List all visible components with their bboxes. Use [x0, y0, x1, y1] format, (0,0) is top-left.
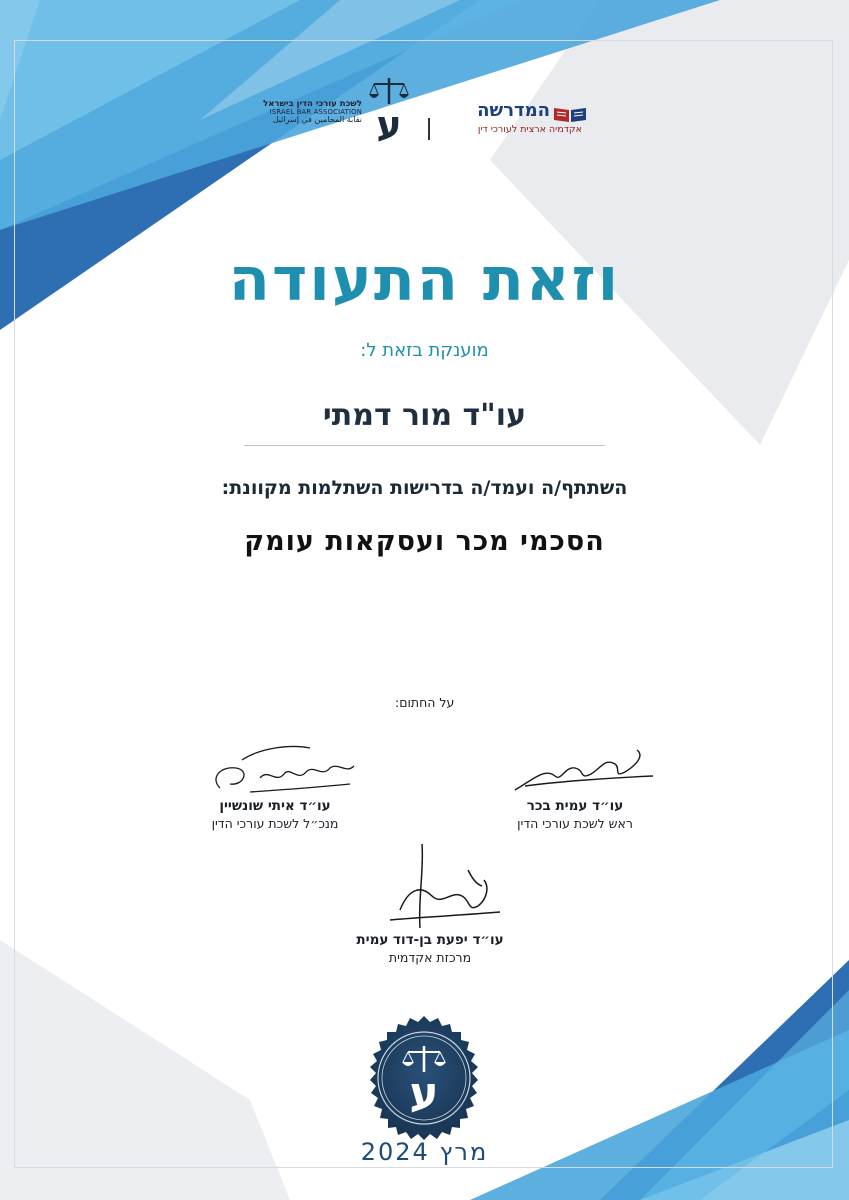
signatory-name: עו״ד יפעת בן-דוד עמית: [356, 932, 504, 948]
seal-letter: ע: [409, 1068, 439, 1119]
scales-of-justice-icon: [364, 74, 414, 142]
handwritten-signature-ceo: [190, 738, 360, 798]
academy-name: המדרשה: [477, 100, 550, 121]
bar-association-arabic: نقابة المحامين في إسرائيل: [272, 115, 362, 125]
awarded-to-label: מוענקת בזאת ל:: [360, 340, 489, 361]
logo-bar: [0, 72, 849, 152]
signed-by-label: על החתום:: [395, 695, 455, 710]
certificate-frame: [14, 40, 833, 1168]
signatory-role: ראש לשכת עורכי הדין: [517, 816, 633, 831]
logo-divider: [428, 118, 430, 140]
certificate-title: וזאת התעודה: [228, 245, 621, 315]
academy-logo: [438, 100, 588, 148]
academy-subtitle: אקדמיה ארצית לעורכי דין: [477, 124, 582, 135]
recipient-underline: [244, 445, 605, 446]
recipient-name: עו"ד מור דמתי: [322, 398, 527, 433]
participation-statement: השתתף/ה ועמד/ה בדרישות השתלמות מקוונת:: [221, 477, 628, 499]
signature-block-ceo: [180, 738, 370, 831]
signatory-role: מרכזת אקדמית: [388, 950, 472, 965]
signatory-role: מנכ״ל לשכת עורכי הדין: [211, 816, 339, 831]
signature-block-chair: [490, 738, 660, 831]
bar-association-english: ISRAEL BAR ASSOCIATION: [269, 107, 362, 116]
course-name: הסכמי מכר ועסקאות עומק: [244, 526, 605, 557]
handwritten-signature-chair: [495, 738, 655, 798]
signatory-name: עו״ד איתי שונשיין: [219, 798, 331, 814]
signatory-name: עו״ד עמית בכר: [526, 798, 624, 814]
bar-association-text: [263, 100, 362, 124]
bar-association-seal: [358, 1012, 490, 1144]
bar-association-mark-letter: ע: [376, 103, 402, 142]
handwritten-signature-academic: [350, 840, 510, 932]
certificate-date: מרץ 2024: [360, 1138, 489, 1166]
bar-association-hebrew: לשכת עורכי הדין בישראל: [263, 99, 362, 109]
signature-block-academic: [320, 840, 540, 965]
open-book-icon: [552, 104, 588, 124]
bar-association-logo: [262, 72, 422, 144]
